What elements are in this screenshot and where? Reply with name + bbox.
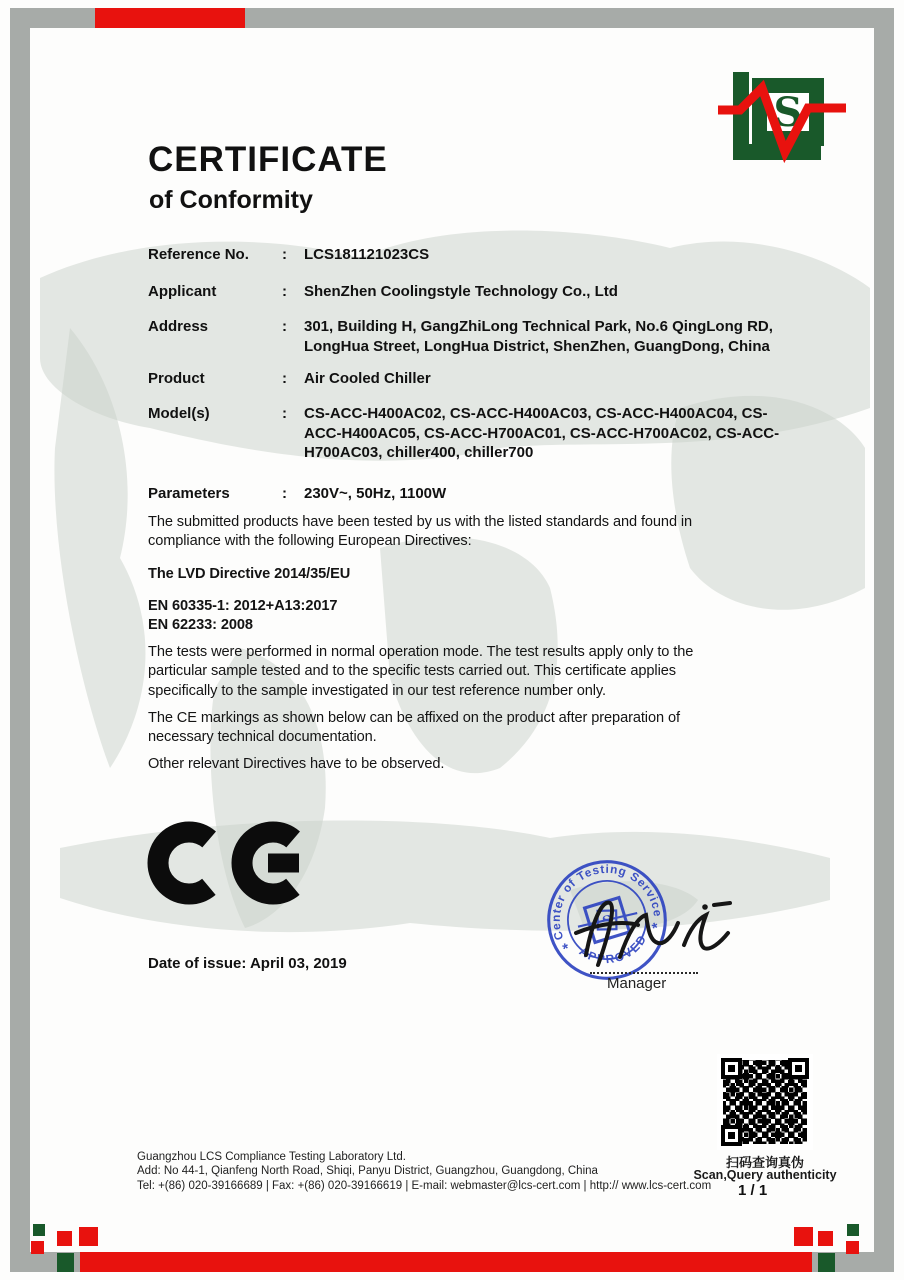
paragraph-test-conditions: The tests were performed in normal operation mode. The test results apply only to the particular sample tested and to the specific tests carried out. This certificate applies specifically to the sample investigated in our test reference number only. [148,644,694,699]
manager-label: Manager [607,975,667,992]
signature-line [590,952,698,974]
field-colon: : [282,370,287,387]
stamp-star: * [650,920,660,938]
field-value: 230V~, 50Hz, 1100W [304,485,447,502]
field-colon: : [282,485,287,502]
paragraph-ce-markings: The CE markings as shown below can be affixed on the product after preparation of necessary technical documentation. [148,710,680,746]
stamp-center-letter: S [601,913,614,930]
qr-finder-bottom-left [721,1125,742,1146]
corner-accent-square [57,1253,74,1272]
field-colon: : [282,318,287,335]
corner-accent-square [818,1231,833,1246]
corner-accent-square [794,1227,813,1246]
field-label: Reference No. [148,246,249,263]
lcs-logo-letter: S [773,89,803,136]
issue-date: Date of issue: April 03, 2019 [148,955,347,972]
stamp-star: * [561,941,571,959]
lcs-logo-icon [700,58,852,170]
frame-bottom-red-segment [80,1252,812,1272]
field-value: CS-ACC-H400AC02, CS-ACC-H400AC03, CS-ACC-H400AC04, CS-ACC-H400AC05, CS-ACC-H700AC01, CS-ACC-H700AC02, CS-ACC-H700AC03, chiller400, chiller700 [304,405,780,461]
qr-finder-top-left [721,1058,742,1079]
field-value: ShenZhen Coolingstyle Technology Co., Ltd [304,283,618,300]
field-value: 301, Building H, GangZhiLong Technical Park, No.6 QingLong RD, LongHua Street, LongHua District, ShenZhen, GuangDong, China [304,318,773,355]
field-row-models [148,404,796,463]
corner-accent-square [846,1241,859,1254]
qr-code [717,1054,813,1150]
frame-left-bar [10,8,30,1272]
field-label: Product [148,370,205,387]
qr-caption-english: Scan,Query authenticity [693,1168,837,1182]
stamp-arc-text: Center of Testing Service [549,862,665,942]
standard-en-62233: EN 62233: 2008 [148,617,253,633]
field-row-reference [148,245,796,265]
field-label: Applicant [148,283,217,300]
field-label: Address [148,318,209,335]
page-number: 1 / 1 [738,1182,768,1199]
corner-accent-square [79,1227,98,1246]
paragraph-other-directives: Other relevant Directives have to be observed. [148,756,445,772]
certificate-subtitle: of Conformity [149,186,313,214]
field-label: Parameters [148,485,230,502]
frame-top-red-segment [95,8,245,28]
field-colon: : [282,405,287,422]
paragraph-compliance-intro: The submitted products have been tested by us with the listed standards and found in compliance with the following European Directives: [148,514,693,550]
corner-accent-square [57,1231,72,1246]
frame-right-bar [874,8,894,1272]
qr-caption-chinese: 扫码查询真伪 [725,1155,804,1170]
field-row-product [148,369,796,389]
field-label: Model(s) [148,405,210,422]
field-row-applicant [148,282,796,302]
footer-address: Add: No 44-1, Qianfeng North Road, Shiqi, Panyu District, Guangzhou, Guangdong, China [137,1165,598,1178]
field-row-parameters [148,484,796,504]
field-colon: : [282,246,287,263]
ce-marking-icon [147,813,307,913]
footer-block [137,1150,711,1193]
footer-contact: Tel: +(86) 020-39166689 | Fax: +(86) 020-39166619 | E-mail: webmaster@lcs-cert.com | http:// www.lcs-cert.com [137,1179,712,1192]
corner-accent-square [31,1241,44,1254]
field-colon: : [282,283,287,300]
directive-lvd: The LVD Directive 2014/35/EU [148,566,351,582]
stamp-approved-text: APPROVED [576,932,650,967]
field-value: LCS181121023CS [304,246,430,263]
corner-accent-square [818,1253,835,1272]
qr-finder-top-right [788,1058,809,1079]
footer-company: Guangzhou LCS Compliance Testing Laboratory Ltd. [137,1151,406,1163]
standard-en-60335: EN 60335-1: 2012+A13:2017 [148,598,338,614]
corner-accent-square [33,1224,45,1236]
corner-accent-square [847,1224,859,1236]
certificate-title: CERTIFICATE [148,140,388,179]
field-value: Air Cooled Chiller [304,370,431,387]
field-row-address [148,317,796,356]
